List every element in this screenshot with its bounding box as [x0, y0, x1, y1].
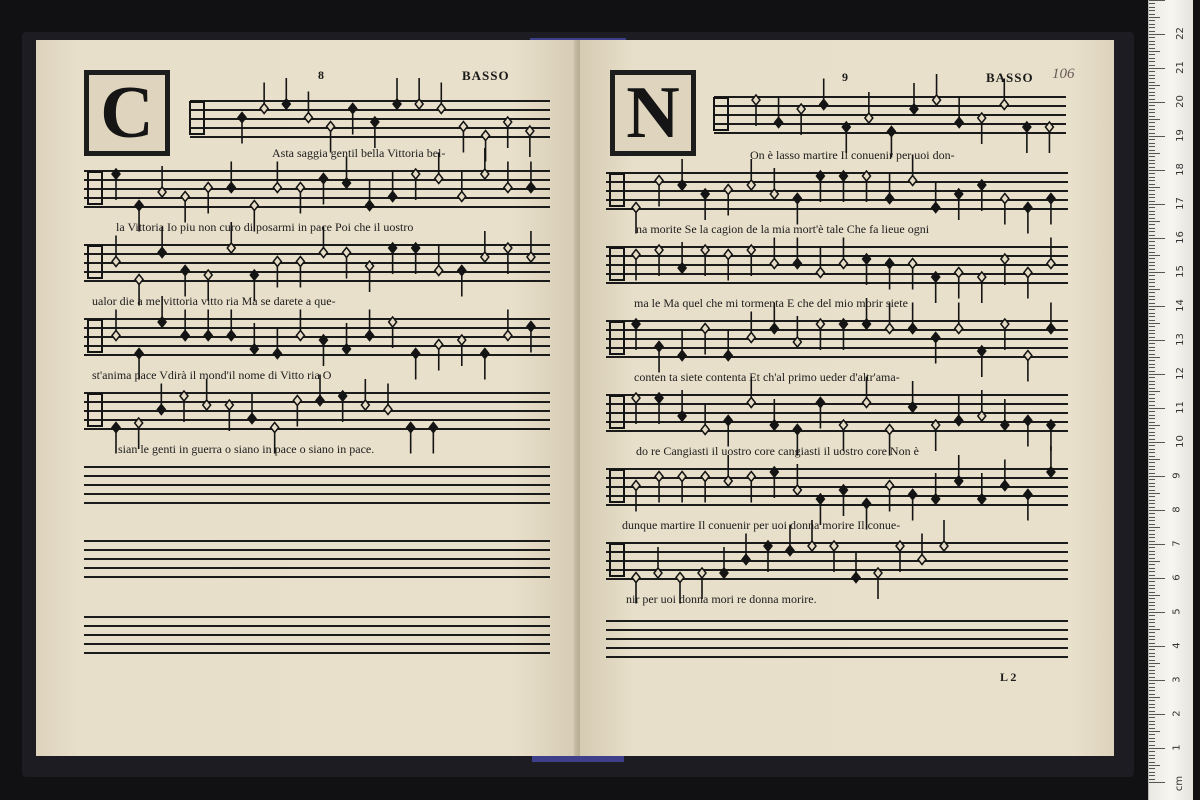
note: [863, 171, 871, 202]
note: [135, 275, 143, 306]
note: [1001, 399, 1009, 430]
note: [678, 472, 686, 503]
note: [793, 238, 801, 269]
ruler-number: 1: [1171, 744, 1183, 751]
note: [361, 379, 369, 410]
note: [481, 148, 489, 179]
note: [504, 117, 512, 148]
note: [632, 393, 640, 424]
note: [724, 330, 732, 361]
note: [180, 391, 188, 422]
ruler-number: 10: [1174, 435, 1186, 448]
note: [435, 340, 443, 371]
note: [526, 126, 534, 157]
note: [909, 259, 917, 290]
note: [775, 97, 783, 128]
note: [632, 250, 640, 281]
note: [293, 396, 301, 427]
lyric-line: nir per uoi donna mori re donna morire.: [626, 592, 817, 606]
note: [366, 261, 374, 292]
note: [830, 541, 838, 572]
note: [393, 78, 401, 109]
note: [655, 245, 663, 276]
note: [273, 257, 281, 288]
note: [384, 384, 392, 415]
clef: [610, 544, 624, 576]
note: [271, 423, 279, 454]
clef: [88, 246, 102, 278]
note: [764, 541, 772, 572]
note: [701, 245, 709, 276]
note: [135, 418, 143, 449]
lyric-line: Asta saggia gentil bella Vittoria bel-: [272, 146, 446, 160]
note: [863, 298, 871, 329]
note: [932, 473, 940, 504]
note: [248, 393, 256, 424]
clef: [610, 174, 624, 206]
note: [747, 377, 755, 408]
note: [955, 395, 963, 426]
note: [225, 400, 233, 431]
ruler-number: 22: [1174, 27, 1186, 40]
clef: [88, 320, 102, 352]
note: [816, 494, 824, 525]
note: [227, 162, 235, 193]
note: [863, 499, 871, 530]
ruler-number: 21: [1174, 61, 1186, 74]
note: [415, 78, 423, 109]
note: [955, 303, 963, 334]
note: [932, 182, 940, 213]
note: [366, 180, 374, 211]
note: [918, 534, 926, 565]
note: [204, 183, 212, 214]
ruler-number: 6: [1171, 574, 1183, 581]
note: [863, 254, 871, 285]
note: [435, 245, 443, 276]
note: [701, 324, 709, 355]
note: [458, 266, 466, 297]
note: [978, 390, 986, 421]
note: [1001, 460, 1009, 491]
note: [250, 201, 258, 232]
note: [204, 310, 212, 341]
note: [932, 333, 940, 364]
note: [793, 464, 801, 495]
ruler-number: 20: [1174, 95, 1186, 108]
note: [1001, 319, 1009, 350]
note: [112, 423, 120, 454]
note: [940, 520, 948, 551]
note: [720, 547, 728, 578]
note: [752, 95, 760, 126]
note: [676, 573, 684, 604]
note: [978, 473, 986, 504]
note: [865, 92, 873, 123]
note: [655, 393, 663, 424]
note: [955, 455, 963, 486]
note: [203, 379, 211, 410]
lyric-line: la Vittoria Io piu non curo di posarmi in pace Poi che il uostro: [116, 220, 414, 234]
note: [1024, 203, 1032, 234]
note: [504, 310, 512, 341]
ruler-number: 9: [1171, 472, 1183, 479]
note: [886, 481, 894, 512]
note: [343, 323, 351, 354]
note: [724, 455, 732, 486]
note: [343, 248, 351, 279]
note: [135, 349, 143, 380]
initial-letter: C: [100, 75, 154, 151]
note: [842, 122, 850, 153]
note: [412, 349, 420, 380]
note: [701, 189, 709, 220]
note: [839, 485, 847, 516]
note: [793, 425, 801, 456]
initial-letter: N: [626, 75, 680, 151]
note: [1047, 446, 1055, 477]
note: [808, 520, 816, 551]
ruler-number: 14: [1174, 299, 1186, 312]
note: [886, 259, 894, 290]
note: [389, 171, 397, 202]
note: [181, 192, 189, 223]
ruler-number: 18: [1174, 163, 1186, 176]
note: [793, 316, 801, 347]
note: [770, 303, 778, 334]
note: [816, 247, 824, 278]
note: [1047, 238, 1055, 269]
note: [1024, 351, 1032, 382]
note: [852, 552, 860, 583]
note: [793, 194, 801, 225]
ruler-number: 7: [1171, 540, 1183, 547]
note: [816, 319, 824, 350]
note: [698, 568, 706, 599]
left-page-number: 8: [318, 68, 324, 82]
note: [1000, 79, 1008, 110]
note: [389, 243, 397, 274]
note: [655, 176, 663, 207]
note: [820, 79, 828, 110]
note: [412, 169, 420, 200]
note: [481, 349, 489, 380]
note: [435, 153, 443, 184]
note: [296, 257, 304, 288]
note: [316, 375, 324, 406]
note: [747, 159, 755, 190]
note: [955, 189, 963, 220]
note: [349, 104, 357, 135]
note: [955, 97, 963, 128]
ruler-number: 4: [1171, 642, 1183, 649]
lyric-line: na morite Se la cagion de la mia mort'è tale Che fa lieue ogni: [636, 222, 930, 236]
lyric-line: st'anima pace Vdirà il mond'il nome di Vitto ria O: [92, 368, 332, 382]
note: [481, 231, 489, 262]
note: [250, 323, 258, 354]
note: [260, 83, 268, 114]
ruler-number: 19: [1174, 129, 1186, 142]
note: [978, 113, 986, 144]
note: [678, 242, 686, 273]
note: [135, 201, 143, 232]
note: [978, 272, 986, 303]
ruler-number: 11: [1174, 401, 1186, 414]
lyric-line: ualor die a me vittoria vitto ria Ma se darete a que-: [92, 294, 336, 308]
note: [632, 203, 640, 234]
ruler-number: 15: [1174, 265, 1186, 278]
note: [909, 155, 917, 186]
note: [158, 227, 166, 258]
right-voice-header: BASSO: [986, 70, 1034, 85]
lyric-line: do re Cangiasti il uostro core cangiasti il uostro core Non è: [636, 444, 919, 458]
note: [816, 171, 824, 202]
note: [1001, 194, 1009, 225]
note: [839, 420, 847, 451]
note: [724, 185, 732, 216]
note: [747, 472, 755, 503]
note: [896, 541, 904, 572]
ruler-number: 2: [1171, 710, 1183, 717]
lyric-line: sian le genti in guerra o siano in pace o siano in pace.: [118, 442, 375, 456]
note: [1024, 416, 1032, 447]
note: [371, 117, 379, 148]
note: [701, 472, 709, 503]
note: [632, 573, 640, 604]
ruler-number: 5: [1171, 608, 1183, 615]
note: [786, 525, 794, 556]
note: [407, 423, 415, 454]
note: [296, 310, 304, 341]
note: [978, 180, 986, 211]
note: [839, 171, 847, 202]
left-voice-header: BASSO: [462, 68, 510, 83]
note: [678, 159, 686, 190]
note: [1001, 254, 1009, 285]
clef: [610, 248, 624, 280]
note: [747, 312, 755, 343]
clef: [714, 98, 728, 130]
note: [678, 330, 686, 361]
note: [112, 169, 120, 200]
note: [319, 335, 327, 366]
note: [296, 183, 304, 214]
note: [304, 92, 312, 123]
note: [839, 319, 847, 350]
note: [343, 157, 351, 188]
note: [770, 238, 778, 269]
folio-number: 106: [1052, 66, 1075, 82]
note: [389, 317, 397, 348]
ruler-number: 3: [1171, 676, 1183, 683]
note: [504, 243, 512, 274]
note: [632, 319, 640, 350]
note: [1045, 122, 1053, 153]
note: [282, 78, 290, 109]
note: [1047, 194, 1055, 225]
note: [910, 83, 918, 114]
note: [366, 310, 374, 341]
clef: [88, 172, 102, 204]
note: [632, 481, 640, 512]
lyric-line: conten ta siete contenta Et ch'al primo ueder d'altr'ama-: [634, 370, 900, 384]
note: [797, 104, 805, 135]
signature-mark: L 2: [1000, 670, 1017, 684]
note: [933, 74, 941, 105]
note: [747, 245, 755, 276]
note: [1024, 490, 1032, 521]
ruler-number: 13: [1174, 333, 1186, 346]
note: [887, 127, 895, 158]
note: [886, 425, 894, 456]
ruler-number: 8: [1171, 506, 1183, 513]
note: [886, 303, 894, 334]
note: [1023, 122, 1031, 153]
note: [157, 384, 165, 415]
note: [429, 423, 437, 454]
note: [742, 534, 750, 565]
note: [158, 166, 166, 197]
note: [327, 122, 335, 153]
note: [770, 399, 778, 430]
note: [886, 173, 894, 204]
note: [437, 83, 445, 114]
clef: [610, 470, 624, 502]
note: [181, 310, 189, 341]
note: [458, 171, 466, 202]
note: [273, 328, 281, 359]
note: [678, 390, 686, 421]
ruler-number: 12: [1174, 367, 1186, 380]
lyric-line: ma le Ma quel che mi tormenta E che del mio morir siete: [634, 296, 908, 310]
lyric-line: dunque martire Il conuenir per uoi donna morire Il conue-: [622, 518, 901, 532]
note: [273, 162, 281, 193]
note: [250, 270, 258, 301]
note: [654, 547, 662, 578]
note: [238, 113, 246, 144]
clef: [88, 394, 102, 426]
note: [204, 270, 212, 301]
ruler-unit-label: cm: [1174, 775, 1186, 792]
note: [863, 377, 871, 408]
ruler-number: 16: [1174, 231, 1186, 244]
note: [770, 467, 778, 498]
note: [909, 490, 917, 521]
note: [839, 238, 847, 269]
note: [504, 162, 512, 193]
note: [527, 162, 535, 193]
note: [319, 227, 327, 258]
note: [1024, 268, 1032, 299]
note: [909, 303, 917, 334]
note: [816, 398, 824, 429]
note: [527, 322, 535, 353]
note: [932, 420, 940, 451]
note: [701, 404, 709, 435]
note: [112, 236, 120, 267]
note: [181, 266, 189, 297]
note: [955, 268, 963, 299]
clef: [610, 396, 624, 428]
note: [319, 174, 327, 205]
right-page-number: 9: [842, 70, 848, 84]
note: [412, 243, 420, 274]
clef: [610, 322, 624, 354]
note: [1047, 303, 1055, 334]
note: [978, 346, 986, 377]
note: [655, 342, 663, 373]
note: [227, 222, 235, 253]
lyric-line: On è lasso martire Il conuenir per uoi don-: [750, 148, 955, 162]
note: [770, 168, 778, 199]
note: [339, 391, 347, 422]
note: [158, 296, 166, 327]
note: [724, 416, 732, 447]
ruler-number: 17: [1174, 197, 1186, 210]
note: [655, 472, 663, 503]
note: [527, 231, 535, 262]
note: [459, 122, 467, 153]
note: [932, 272, 940, 303]
note: [909, 381, 917, 412]
note: [458, 335, 466, 366]
note: [227, 310, 235, 341]
note: [874, 568, 882, 599]
note: [112, 310, 120, 341]
clef: [190, 102, 204, 134]
note: [724, 250, 732, 281]
